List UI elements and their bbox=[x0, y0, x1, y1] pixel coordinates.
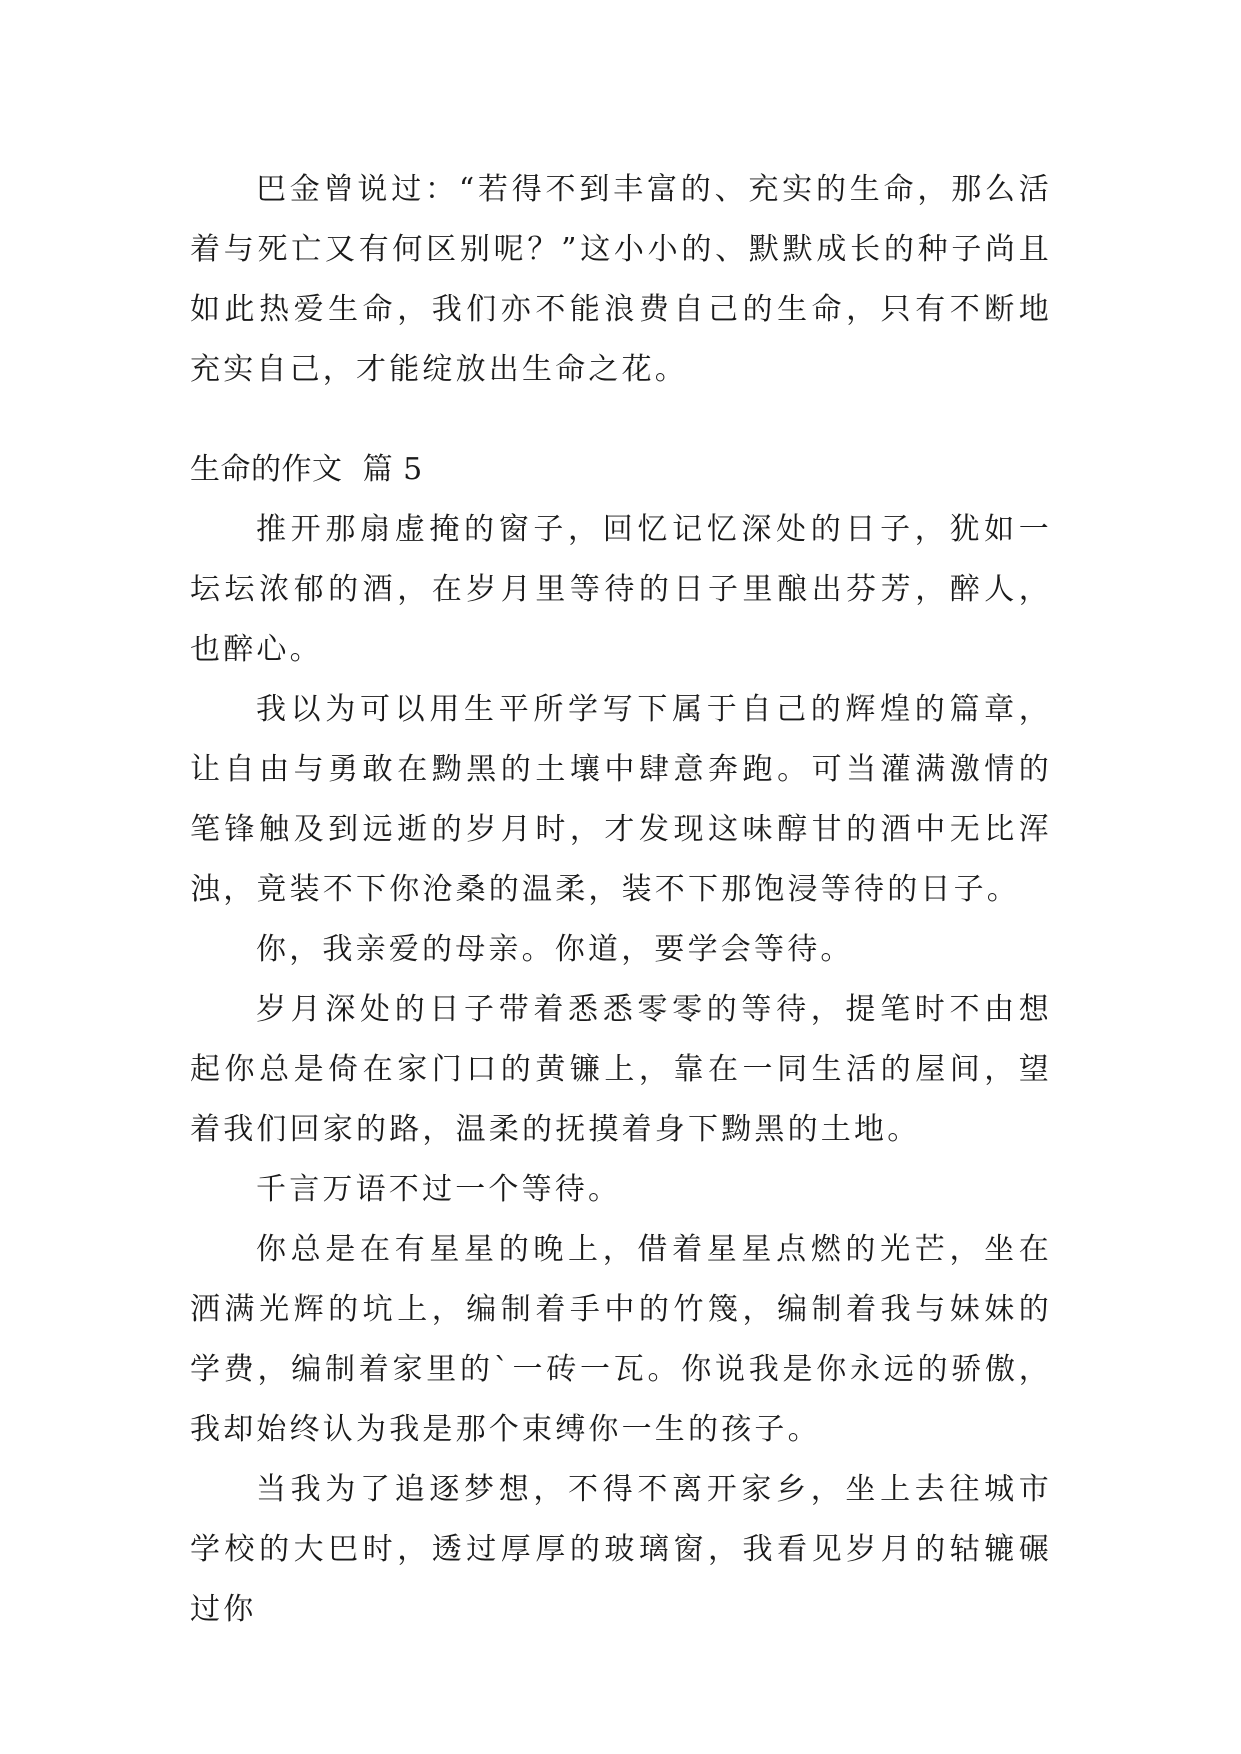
section-number: 篇 5 bbox=[362, 452, 423, 487]
paragraph: 当我为了追逐梦想，不得不离开家乡，坐上去往城市学校的大巴时，透过厚厚的玻璃窗，我看见岁月的轱辘碾过你 bbox=[190, 1472, 1052, 1627]
intro-paragraph: 巴金曾说过：“若得不到丰富的、充实的生命，那么活着与死亡又有何区别呢？”这小小的、默默成长的种子尚且如此热爱生命，我们亦不能浪费自己的生命，只有不断地充实自己，才能绽放出生命之花。 bbox=[190, 172, 1052, 387]
paragraph: 岁月深处的日子带着悉悉零零的等待，提笔时不由想起你总是倚在家门口的黄镰上，靠在一同生活的屋间，望着我们回家的路，温柔的抚摸着身下黝黑的土地。 bbox=[190, 992, 1052, 1147]
paragraph: 千言万语不过一个等待。 bbox=[256, 1172, 622, 1207]
paragraph: 你，我亲爱的母亲。你道，要学会等待。 bbox=[256, 932, 854, 967]
document-body bbox=[190, 160, 1052, 1640]
section-heading bbox=[190, 440, 1052, 500]
paragraph: 我以为可以用生平所学写下属于自己的辉煌的篇章，让自由与勇敢在黝黑的土壤中肆意奔跑。可当灌满激情的笔锋触及到远逝的岁月时，才发现这味醇甘的酒中无比浑浊，竟装不下你沧桑的温柔，装不下那饱浸等待的日子。 bbox=[190, 692, 1052, 907]
paragraph: 你总是在有星星的晚上，借着星星点燃的光芒，坐在洒满光辉的坑上，编制着手中的竹篾，编制着我与妹妹的学费，编制着家里的`一砖一瓦。你说我是你永远的骄傲，我却始终认为我是那个束缚你一生的孩子。 bbox=[190, 1232, 1052, 1447]
section-title: 生命的作文 bbox=[190, 452, 343, 487]
paragraph: 推开那扇虚掩的窗子，回忆记忆深处的日子，犹如一坛坛浓郁的酒，在岁月里等待的日子里酿出芬芳，醉人，也醉心。 bbox=[190, 512, 1052, 667]
